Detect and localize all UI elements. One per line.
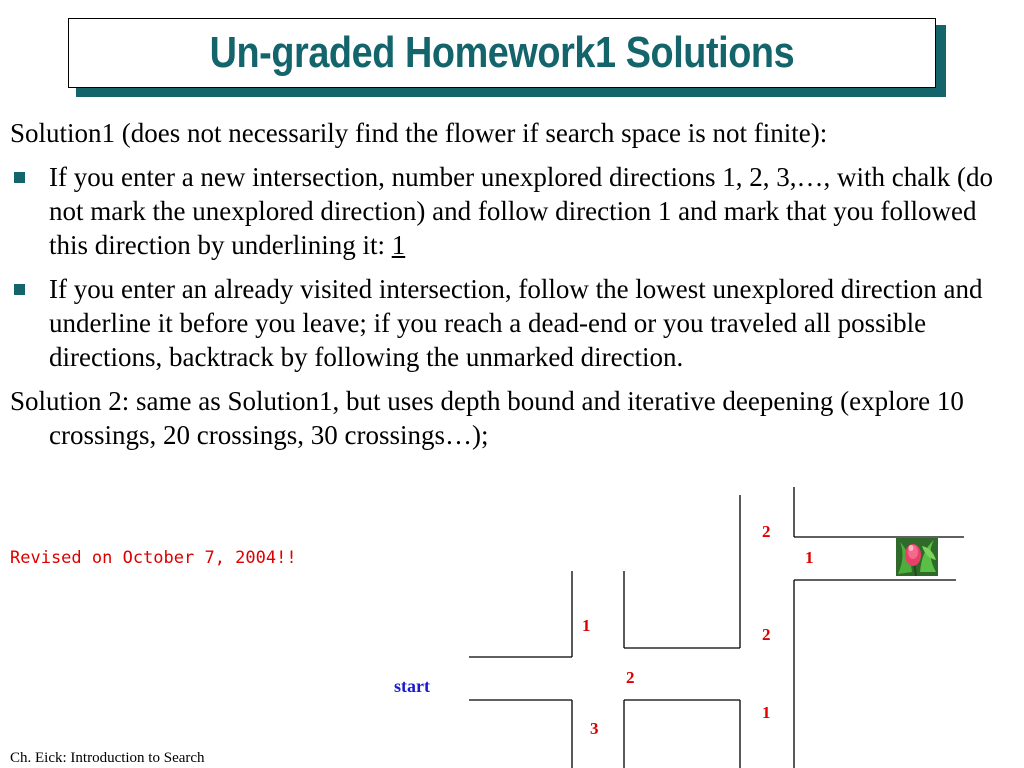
solution2-text: Solution 2: same as Solution1, but uses depth bound and iterative deepening (explore 10 crossings, 20 crossings, 30 crossings…); <box>10 386 964 450</box>
maze-direction-label: 1 <box>762 703 771 722</box>
footer-text: Ch. Eick: Introduction to Search <box>10 750 205 766</box>
flower-icon <box>896 538 938 576</box>
revised-note: Revised on October 7, 2004!! <box>10 548 297 568</box>
slide-title: Un-graded Homework1 Solutions <box>209 28 795 77</box>
maze-direction-label: 2 <box>762 625 771 644</box>
maze-direction-label: 2 <box>626 668 635 687</box>
maze-direction-label: 3 <box>590 719 599 738</box>
start-label: start <box>394 676 430 696</box>
maze-walls <box>469 487 964 768</box>
bullet2-text: If you enter an already visited intersection, follow the lowest unexplored direction and underline it before you leave; if you reach a dead-end or you traveled all possible directions, backtrack by following the unmarked direction. <box>49 274 983 372</box>
maze-direction-label: 1 <box>805 548 814 567</box>
solution1-intro: Solution1 (does not necessarily find the flower if search space is not finite): <box>10 118 828 148</box>
maze-direction-label: 1 <box>582 616 591 635</box>
maze-direction-label: 2 <box>762 522 771 541</box>
bullet1-underlined-number: 1 <box>391 230 406 260</box>
bullet1-text: If you enter a new intersection, number unexplored directions 1, 2, 3,…, with chalk (do not mark the unexplored direction) and follow direction 1 and mark that you followed this direction by underlining it: <box>49 162 993 260</box>
